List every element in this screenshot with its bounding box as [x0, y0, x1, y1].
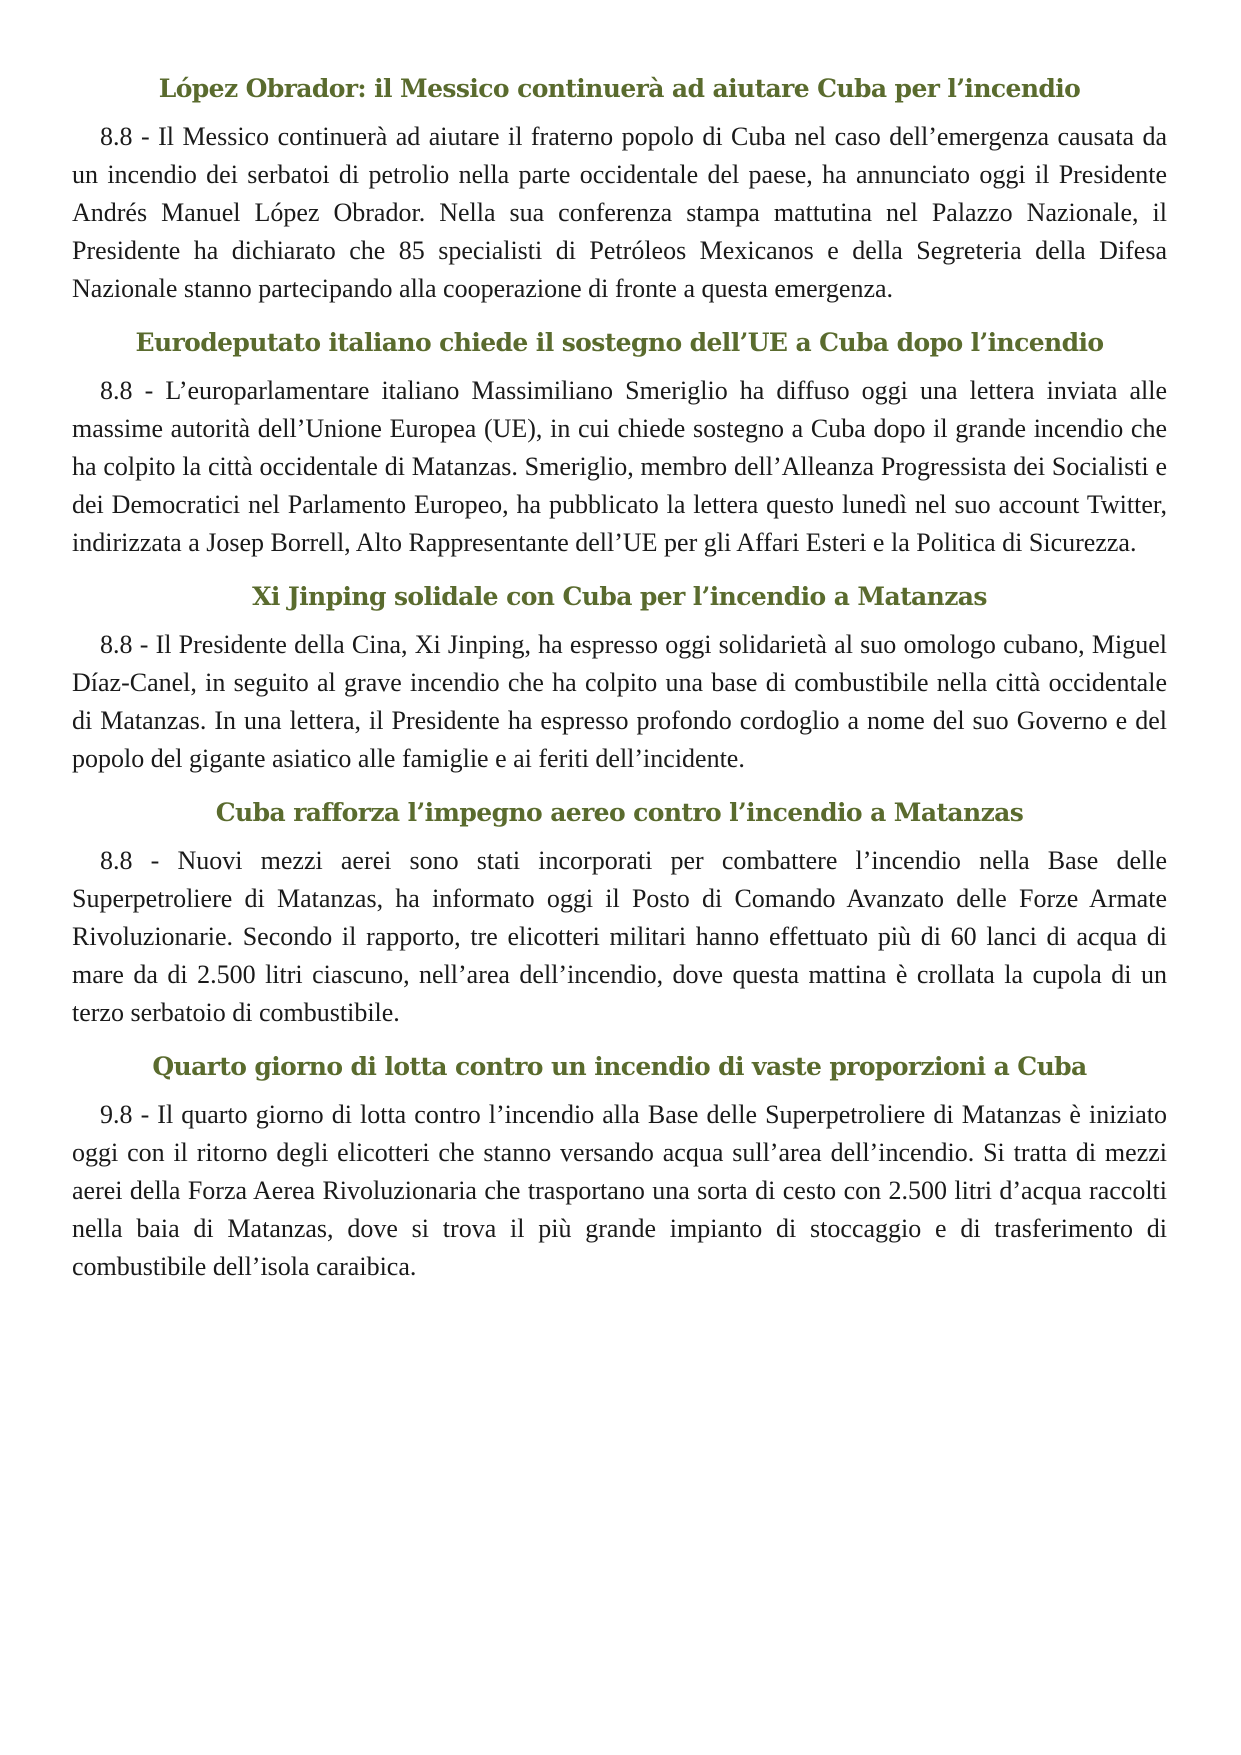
article-body: 8.8 - Il Presidente della Cina, Xi Jinping, ha espresso oggi solidarietà al suo omologo cubano, Miguel Díaz-Canel, in seguito al grave incendio che ha colpito una base di combustibile nella città occidentale di Matanzas. In una lettera, il Presidente ha espresso profondo cordoglio a nome del suo Governo e del popolo del gigante asiatico alle famiglie e ai feriti dell’incidente. — [72, 630, 1167, 773]
article-body: 9.8 - Il quarto giorno di lotta contro l’incendio alla Base delle Superpetroliere di Matanzas è iniziato oggi con il ritorno degli elicotteri che stanno versando acqua sull’area dell’incendio. Si tratta di mezzi aerei della Forza Aerea Rivoluzionaria che trasportano una sorta di cesto con 2.500 litri d’acqua raccolti nella baia di Matanzas, dove si trova il più grande impianto di stoccaggio e di trasferimento di combustibile dell’isola caraibica. — [72, 1100, 1167, 1281]
article-body: 8.8 - Nuovi mezzi aerei sono stati incorporati per combattere l’incendio nella Base delle Superpetroliere di Matanzas, ha informato oggi il Posto di Comando Avanzato delle Forze Armate Rivoluzionarie. Secondo il rapporto, tre elicotteri militari hanno effettuato più di 60 lanci di acqua di mare da di 2.500 litri ciascuno, nell’area dell’incendio, dove questa mattina è crollata la cupola di un terzo serbatoio di combustibile. — [72, 846, 1167, 1027]
article-headline: Eurodeputato italiano chiede il sostegno dell’UE a Cuba dopo l’incendio — [135, 328, 1104, 357]
article-air-effort — [72, 794, 1167, 1032]
article-mexico — [72, 70, 1167, 308]
article-eurodeputy — [72, 324, 1167, 562]
article-body: 8.8 - L’europarlamentare italiano Massimiliano Smeriglio ha diffuso oggi una lettera inviata alle massime autorità dell’Unione Europea (UE), in cui chiede sostegno a Cuba dopo il grande incendio che ha colpito la città occidentale di Matanzas. Smeriglio, membro dell’Alleanza Progressista dei Socialisti e dei Democratici nel Parlamento Europeo, ha pubblicato la lettera questo lunedì nel suo account Twitter, indirizzata a Josep Borrell, Alto Rappresentante dell’UE per gli Affari Esteri e la Politica di Sicurezza. — [72, 376, 1167, 557]
article-headline: Quarto giorno di lotta contro un incendio di vaste proporzioni a Cuba — [152, 1052, 1087, 1081]
article-headline: Cuba rafforza l’impegno aereo contro l’incendio a Matanzas — [215, 798, 1024, 827]
article-headline: Xi Jinping solidale con Cuba per l’incendio a Matanzas — [252, 582, 987, 611]
article-body: 8.8 - Il Messico continuerà ad aiutare il fraterno popolo di Cuba nel caso dell’emergenza causata da un incendio dei serbatoi di petrolio nella parte occidentale del paese, ha annunciato oggi il Presidente Andrés Manuel López Obrador. Nella sua conferenza stampa mattutina nel Palazzo Nazionale, il Presidente ha dichiarato che 85 specialisti di Petróleos Mexicanos e della Segreteria della Difesa Nazionale stanno partecipando alla cooperazione di fronte a questa emergenza. — [72, 122, 1167, 303]
article-fourth-day — [72, 1048, 1167, 1286]
article-headline: López Obrador: il Messico continuerà ad aiutare Cuba per l’incendio — [158, 74, 1081, 103]
document-page — [72, 70, 1167, 1302]
article-xi-jinping — [72, 578, 1167, 778]
